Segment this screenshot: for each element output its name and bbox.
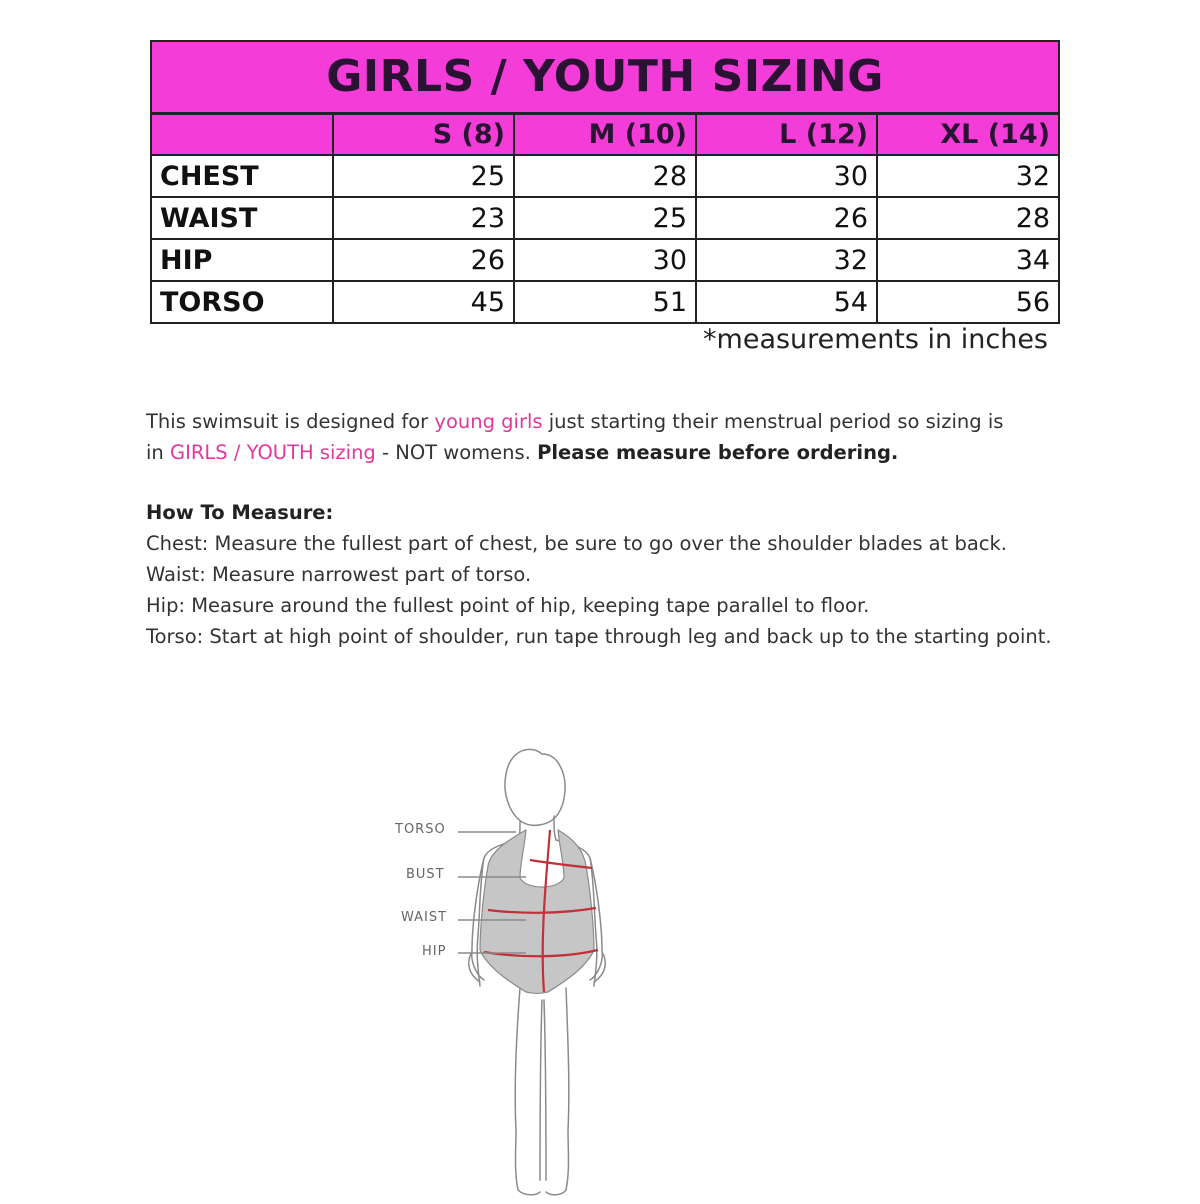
measurement-figure (380, 740, 680, 1204)
table-cell: 34 (877, 239, 1059, 281)
description-line-1 (146, 406, 1003, 437)
column-header-m: M (10) (514, 113, 696, 155)
size-chart-table (150, 40, 1060, 324)
header-row (151, 113, 1059, 155)
table-title: GIRLS / YOUTH SIZING (151, 41, 1059, 113)
product-description (146, 406, 1003, 468)
column-header-l: L (12) (696, 113, 877, 155)
measure-warning: Please measure before ordering. (537, 441, 899, 464)
description-text: just starting their menstrual period so sizing is (542, 410, 1004, 433)
table-row-chest (151, 155, 1059, 197)
instruction-chest: Chest: Measure the fullest part of chest, be sure to go over the shoulder blades at back. (146, 532, 1008, 555)
torso-pointer-icon (458, 830, 518, 834)
figure-label-torso: TORSO (395, 822, 446, 837)
highlight-young-girls: young girls (434, 410, 543, 433)
measurement-note: *measurements in inches (703, 324, 1048, 355)
hip-pointer-icon (458, 951, 528, 955)
table-cell: 25 (514, 197, 696, 239)
how-to-heading: How To Measure: (146, 501, 334, 524)
table-cell: 23 (333, 197, 514, 239)
instruction-hip: Hip: Measure around the fullest point of hip, keeping tape parallel to floor. (146, 594, 870, 617)
row-label-waist: WAIST (151, 197, 333, 239)
table-cell: 26 (696, 197, 877, 239)
description-text: - NOT womens. (375, 441, 538, 464)
highlight-sizing: GIRLS / YOUTH sizing (169, 441, 376, 464)
body-diagram-icon (380, 740, 680, 1200)
table-cell: 32 (696, 239, 877, 281)
table-cell: 54 (696, 281, 877, 323)
instruction-torso: Torso: Start at high point of shoulder, run tape through leg and back up to the starting point. (146, 625, 1052, 648)
table-cell: 51 (514, 281, 696, 323)
waist-pointer-icon (458, 918, 528, 922)
table-cell: 30 (696, 155, 877, 197)
column-header-s: S (8) (333, 113, 514, 155)
column-header-xl: XL (14) (877, 113, 1059, 155)
table-cell: 30 (514, 239, 696, 281)
how-to-measure (146, 497, 1052, 652)
table-cell: 32 (877, 155, 1059, 197)
description-text: in (146, 441, 170, 464)
table-cell: 26 (333, 239, 514, 281)
table-cell: 28 (877, 197, 1059, 239)
table-cell: 56 (877, 281, 1059, 323)
row-label-torso: TORSO (151, 281, 333, 323)
table-row-torso (151, 281, 1059, 323)
table-cell: 45 (333, 281, 514, 323)
table-row-hip (151, 239, 1059, 281)
row-label-hip: HIP (151, 239, 333, 281)
figure-label-hip: HIP (422, 944, 447, 959)
table-cell: 25 (333, 155, 514, 197)
column-header-blank (151, 113, 333, 155)
figure-label-bust: BUST (406, 867, 445, 882)
description-line-2 (146, 437, 1003, 468)
figure-label-waist: WAIST (401, 910, 448, 925)
instruction-waist: Waist: Measure narrowest part of torso. (146, 563, 532, 586)
description-text: This swimsuit is designed for (146, 410, 435, 433)
row-label-chest: CHEST (151, 155, 333, 197)
table-row-waist (151, 197, 1059, 239)
bust-pointer-icon (458, 875, 528, 879)
table-cell: 28 (514, 155, 696, 197)
